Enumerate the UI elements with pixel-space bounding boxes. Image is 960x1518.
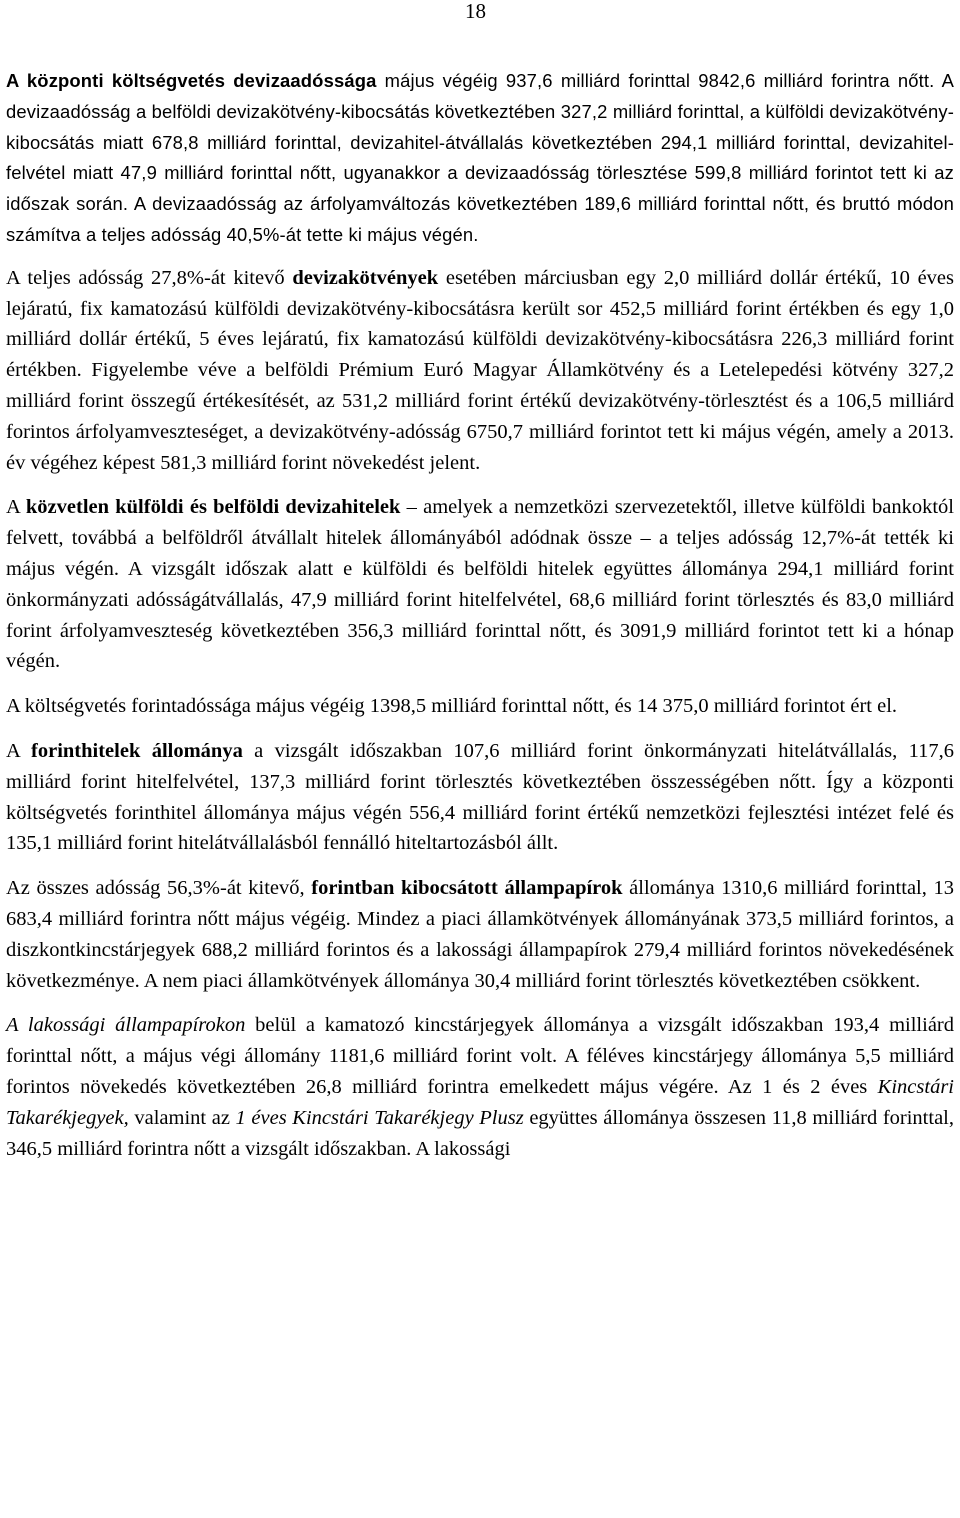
term-retail-securities: A lakossági állampapírokon <box>6 1014 246 1037</box>
document-body <box>6 66 954 1178</box>
paragraph-forint-securities <box>6 873 954 996</box>
heading-central-budget-fx-debt: A központi költségvetés devizaadóssága <box>6 70 377 91</box>
paragraph-text: május végéig 937,6 milliárd forinttal 9842,6 milliárd forintra nőtt. A devizaadósság a belföldi devizakötvény-kibocsátás következtében 327,2 milliárd forinttal, a külföldi devizakötvény-kibocsátás miatt 678,8 milliárd forinttal, devizahitel-átvállalás következtében 294,1 milliárd forinttal, devizahitel-felvétel miatt 47,9 milliárd forinttal nőtt, ugyanakkor a devizaadósság törlesztése 599,8 milliárd forintot tett ki az időszak során. A devizaadósság az árfolyamváltozás következtében 189,6 milliárd forinttal nőtt, és bruttó módon számítva a teljes adósság 40,5%-át tette ki május végén. <box>6 70 954 245</box>
paragraph-forint-debt <box>6 691 954 722</box>
term-forint-loans: forinthitelek állománya <box>31 739 243 762</box>
term-treasury-savings-notes: Kincstári Takarékjegyek, <box>6 1075 954 1129</box>
paragraph-fx-loans <box>6 492 954 677</box>
term-treasury-savings-note-plus: 1 éves Kincstári Takarékjegy Plusz <box>235 1106 524 1129</box>
paragraph-text: A költségvetés forintadóssága május végéig 1398,5 milliárd forinttal nőtt, és 14 375,0 milliárd forintot ért el. <box>6 695 898 718</box>
term-fx-bonds: devizakötvények <box>292 266 439 289</box>
paragraph-text: A <box>6 496 26 519</box>
page-number: 18 <box>465 0 486 23</box>
paragraph-forint-loans <box>6 736 954 859</box>
paragraph-foreign-currency-debt <box>6 66 954 251</box>
paragraph-text: esetében márciusban egy 2,0 milliárd dollár értékű, 10 éves lejáratú, fix kamatozású külföldi devizakötvény-kibocsátásra került sor 452,5 milliárd forint értékben és egy 1,0 milliárd dollár értékű, 5 éves lejáratú, fix kamatozású külföldi devizakötvény-kibocsátásra 226,3 milliárd forint értékben. Figyelembe véve a belföldi Prémium Euró Magyar Államkötvény és a Letelepedési kötvény 327,2 milliárd forint összegű értékesítését, az 531,2 milliárd forint értékű devizakötvény-törlesztést és a 106,5 milliárd forintos árfolyamveszteséget, a devizakötvény-adósság 6750,7 milliárd forintot tett ki május végén, amely a 2013. év végéhez képest 581,3 milliárd forint növekedést jelent. <box>6 266 954 474</box>
paragraph-retail-securities <box>6 1010 954 1164</box>
paragraph-text: valamint az <box>128 1106 236 1129</box>
paragraph-text: A teljes adósság 27,8%-át kitevő <box>6 266 293 289</box>
paragraph-text: A <box>6 739 32 762</box>
term-fx-loans: közvetlen külföldi és belföldi devizahitelek <box>25 496 401 519</box>
paragraph-text: a vizsgált időszakban 107,6 milliárd forint önkormányzati hitelátvállalás, 117,6 milliárd forint hitelfelvétel, 137,3 milliárd forint törlesztés következtében összességében nőtt. Így a központi költségvetés forinthitel állománya május végén 556,4 milliárd forint értékű nemzetközi fejlesztési intézet felé és 135,1 milliárd forint hitelátvállalásból fennálló hiteltartozásból állt. <box>6 739 954 855</box>
paragraph-text: belül a kamatozó kincstárjegyek állománya a vizsgált időszakban 193,4 milliárd forinttal nőtt, a május végi állomány 1181,6 milliárd forint volt. A féléves kincstárjegy állománya 5,5 milliárd forintos növekedés következtében 26,8 milliárd forintra emelkedett május végére. Az 1 és 2 éves <box>6 1014 954 1098</box>
paragraph-fx-bonds <box>6 263 954 479</box>
term-forint-securities: forintban kibocsátott állampapírok <box>311 877 623 900</box>
paragraph-text: állománya 1310,6 milliárd forinttal, 13 683,4 milliárd forintra nőtt május végéig. Mindez a piaci államkötvények állományának 373,5 milliárd forintos, a diszkontkincstárjegyek 688,2 milliárd forintos és a lakossági állampapírok 279,4 milliárd forintos növekedésének következménye. A nem piaci államkötvények állománya 30,4 milliárd forint törlesztés következtében csökkent. <box>6 877 954 992</box>
paragraph-text: Az összes adósság 56,3%-át kitevő, <box>6 877 312 900</box>
paragraph-text: – amelyek a nemzetközi szervezetektől, illetve külföldi bankoktól felvett, továbbá a belföldről átvállalt hitelek állományából adódnak össze – a teljes adósság 12,7%-át tették ki május végén. A vizsgált időszak alatt e külföldi és belföldi hitelek együttes állománya 294,1 milliárd forint önkormányzati adósságátvállalás, 47,9 milliárd forint hitelfelvétel, 68,6 milliárd forint törlesztés és 83,0 milliárd forint árfolyamveszteség következtében 356,3 milliárd forinttal nőtt, és 3091,9 milliárd forintot tett ki a hónap végén. <box>6 496 954 673</box>
paragraph-text: együttes állománya összesen 11,8 milliárd forinttal, 346,5 milliárd forintra nőtt a vizsgált időszakban. A lakossági <box>6 1106 954 1160</box>
